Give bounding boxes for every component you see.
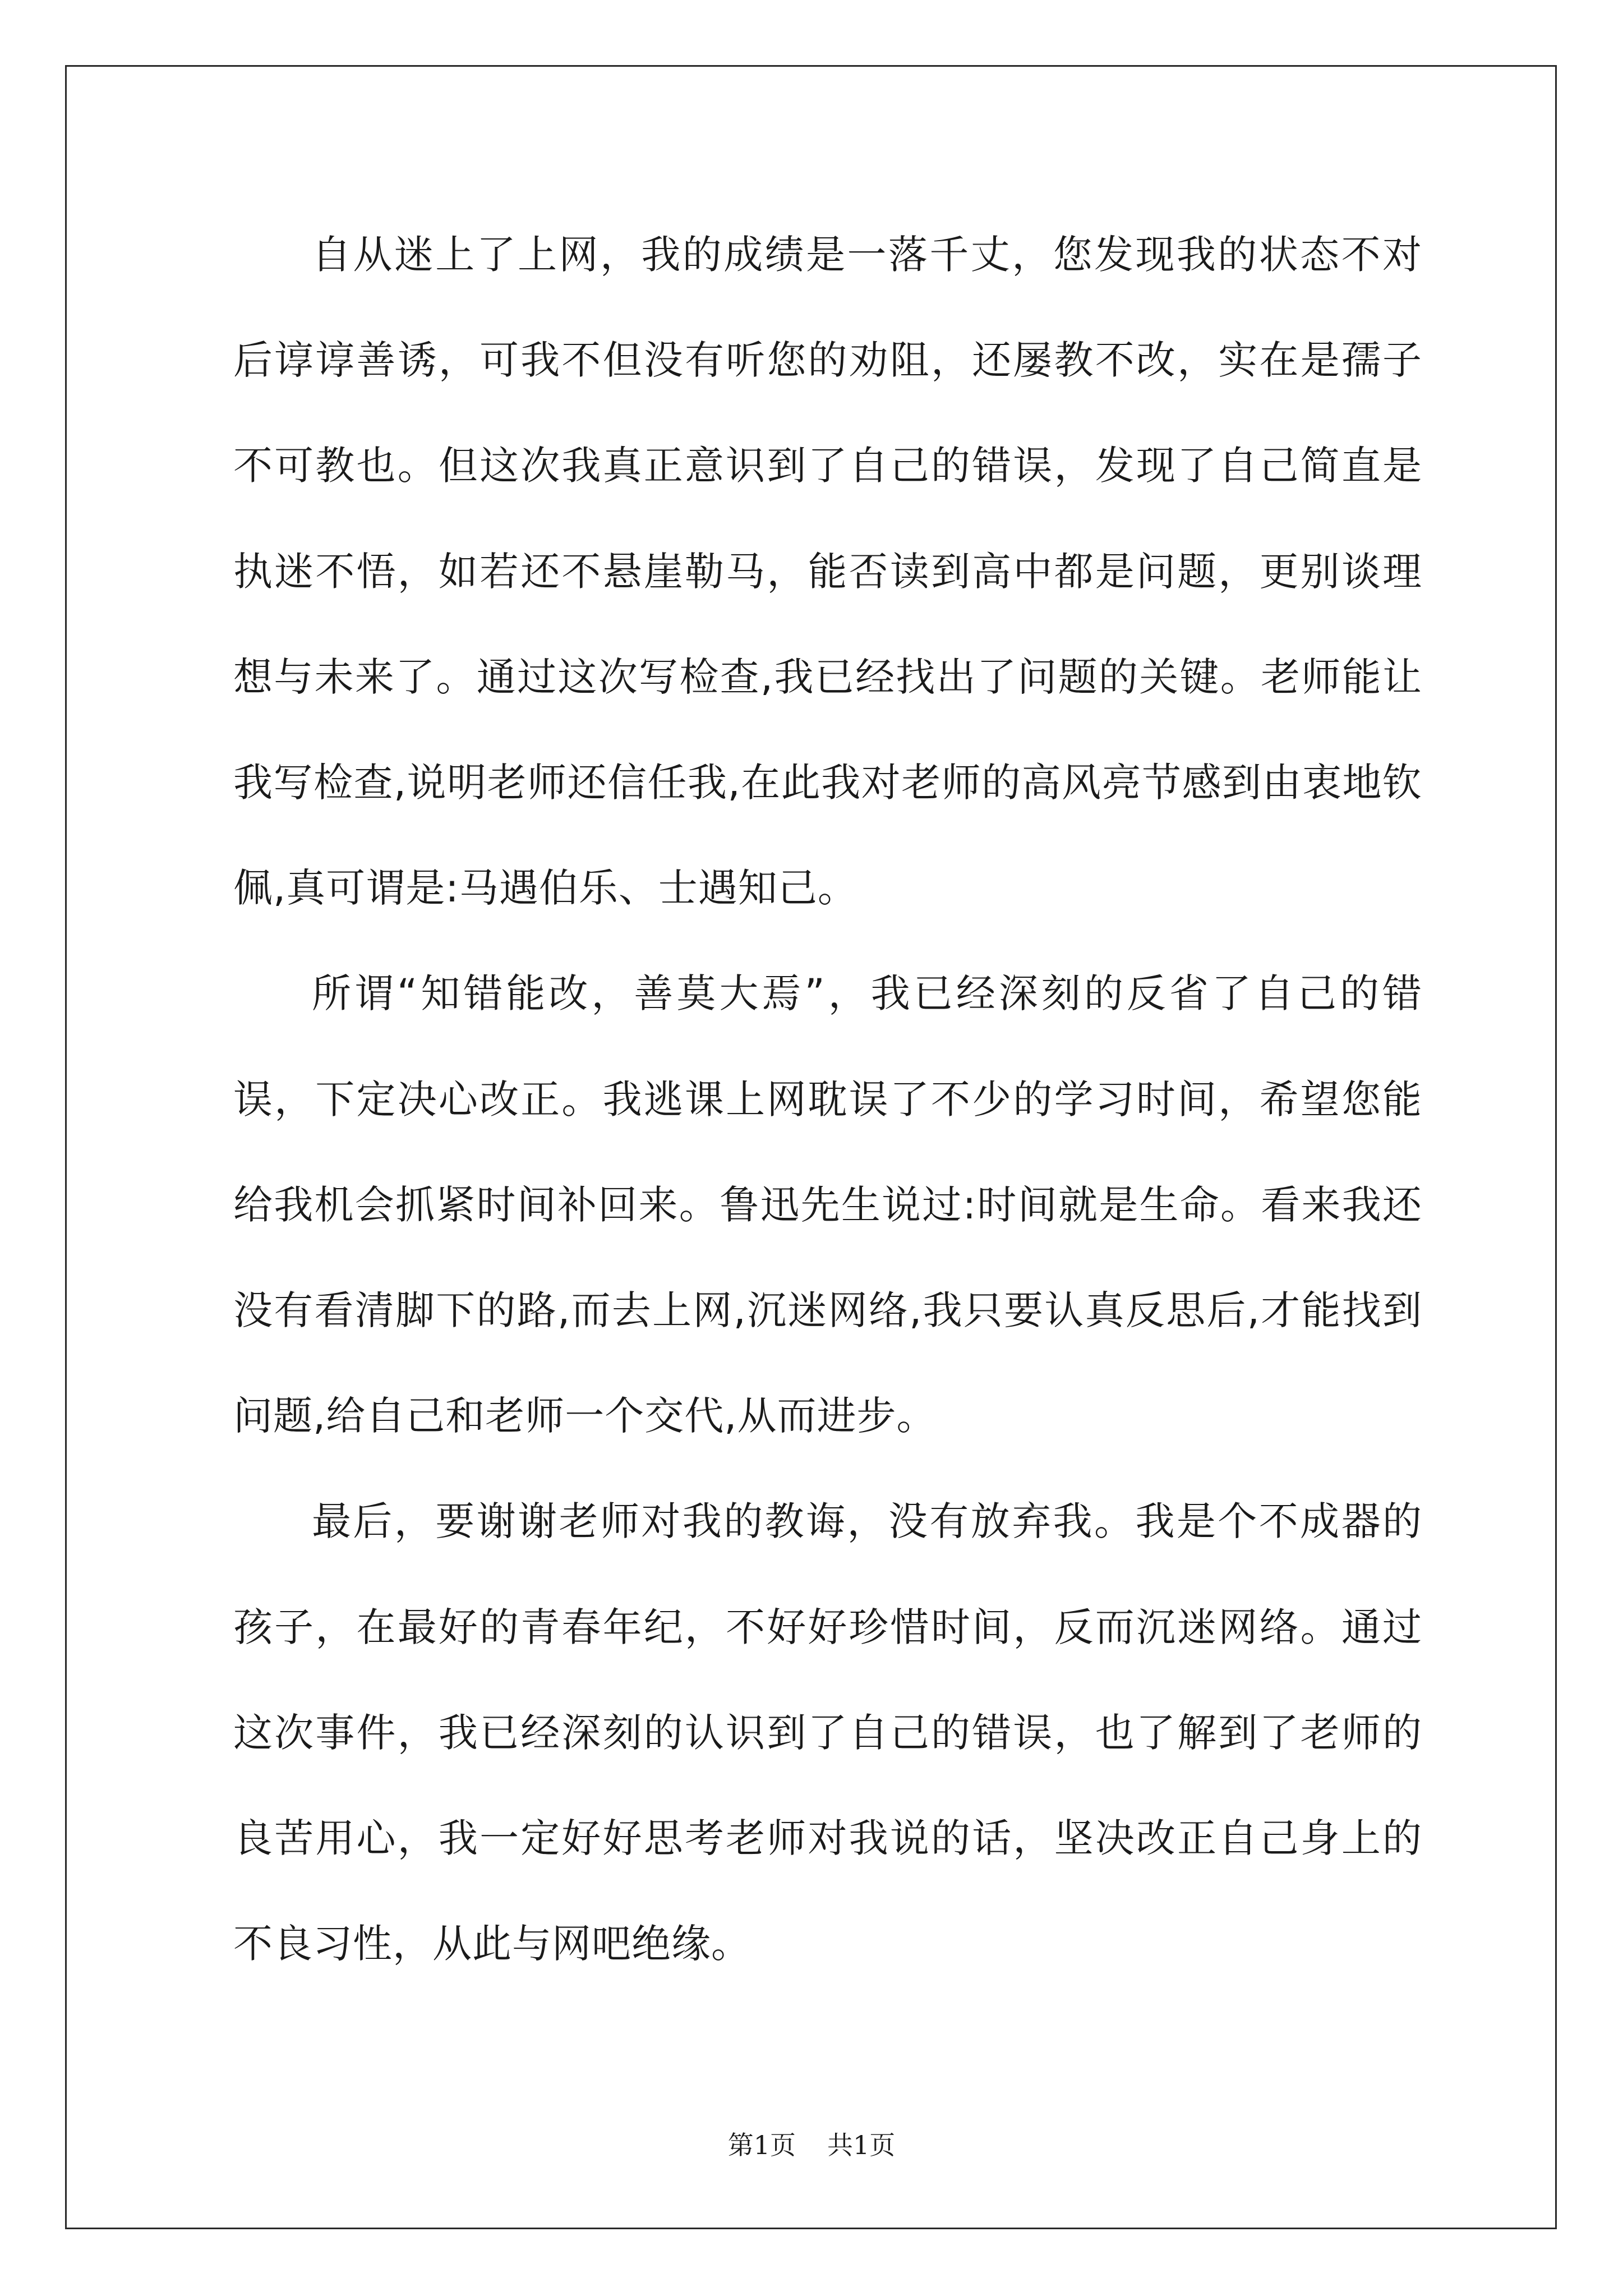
page-number-current: 第1页 [727, 2130, 796, 2160]
paragraph-1: 自从迷上了上网，我的成绩是一落千丈，您发现我的状态不对后谆谆善诱，可我不但没有听您的劝阻，还屡教不改，实在是孺子不可教也。但这次我真正意识到了自己的错误，发现了自己简直是执迷不悟，如若还不悬崖勒马，能否读到高中都是问题，更别谈理想与未来了。通过这次写检查,我已经找出了问题的关键。老师能让我写检查,说明老师还信任我,在此我对老师的高风亮节感到由衷地钦佩,真可谓是:马遇伯乐、士遇知己。 [233, 232, 1422, 912]
document-body [233, 202, 1422, 1996]
paragraph-2: 所谓“知错能改，善莫大焉”，我已经深刻的反省了自己的错误，下定决心改正。我逃课上网耽误了不少的学习时间，希望您能给我机会抓紧时间补回来。鲁迅先生说过:时间就是生命。看来我还没有看清脚下的路,而去上网,沉迷网络,我只要认真反思后,才能找到问题,给自己和老师一个交代,从而进步。 [233, 970, 1422, 1439]
paragraph-3: 最后，要谢谢老师对我的教诲，没有放弃我。我是个不成器的孩子，在最好的青春年纪，不好好珍惜时间，反而沉迷网络。通过这次事件，我已经深刻的认识到了自己的错误，也了解到了老师的良苦用心，我一定好好思考老师对我说的话，坚决改正自己身上的不良习性，从此与网吧绝缘。 [233, 1498, 1422, 1967]
page-footer [0, 2125, 1623, 2162]
page-number-total: 共1页 [827, 2130, 896, 2160]
